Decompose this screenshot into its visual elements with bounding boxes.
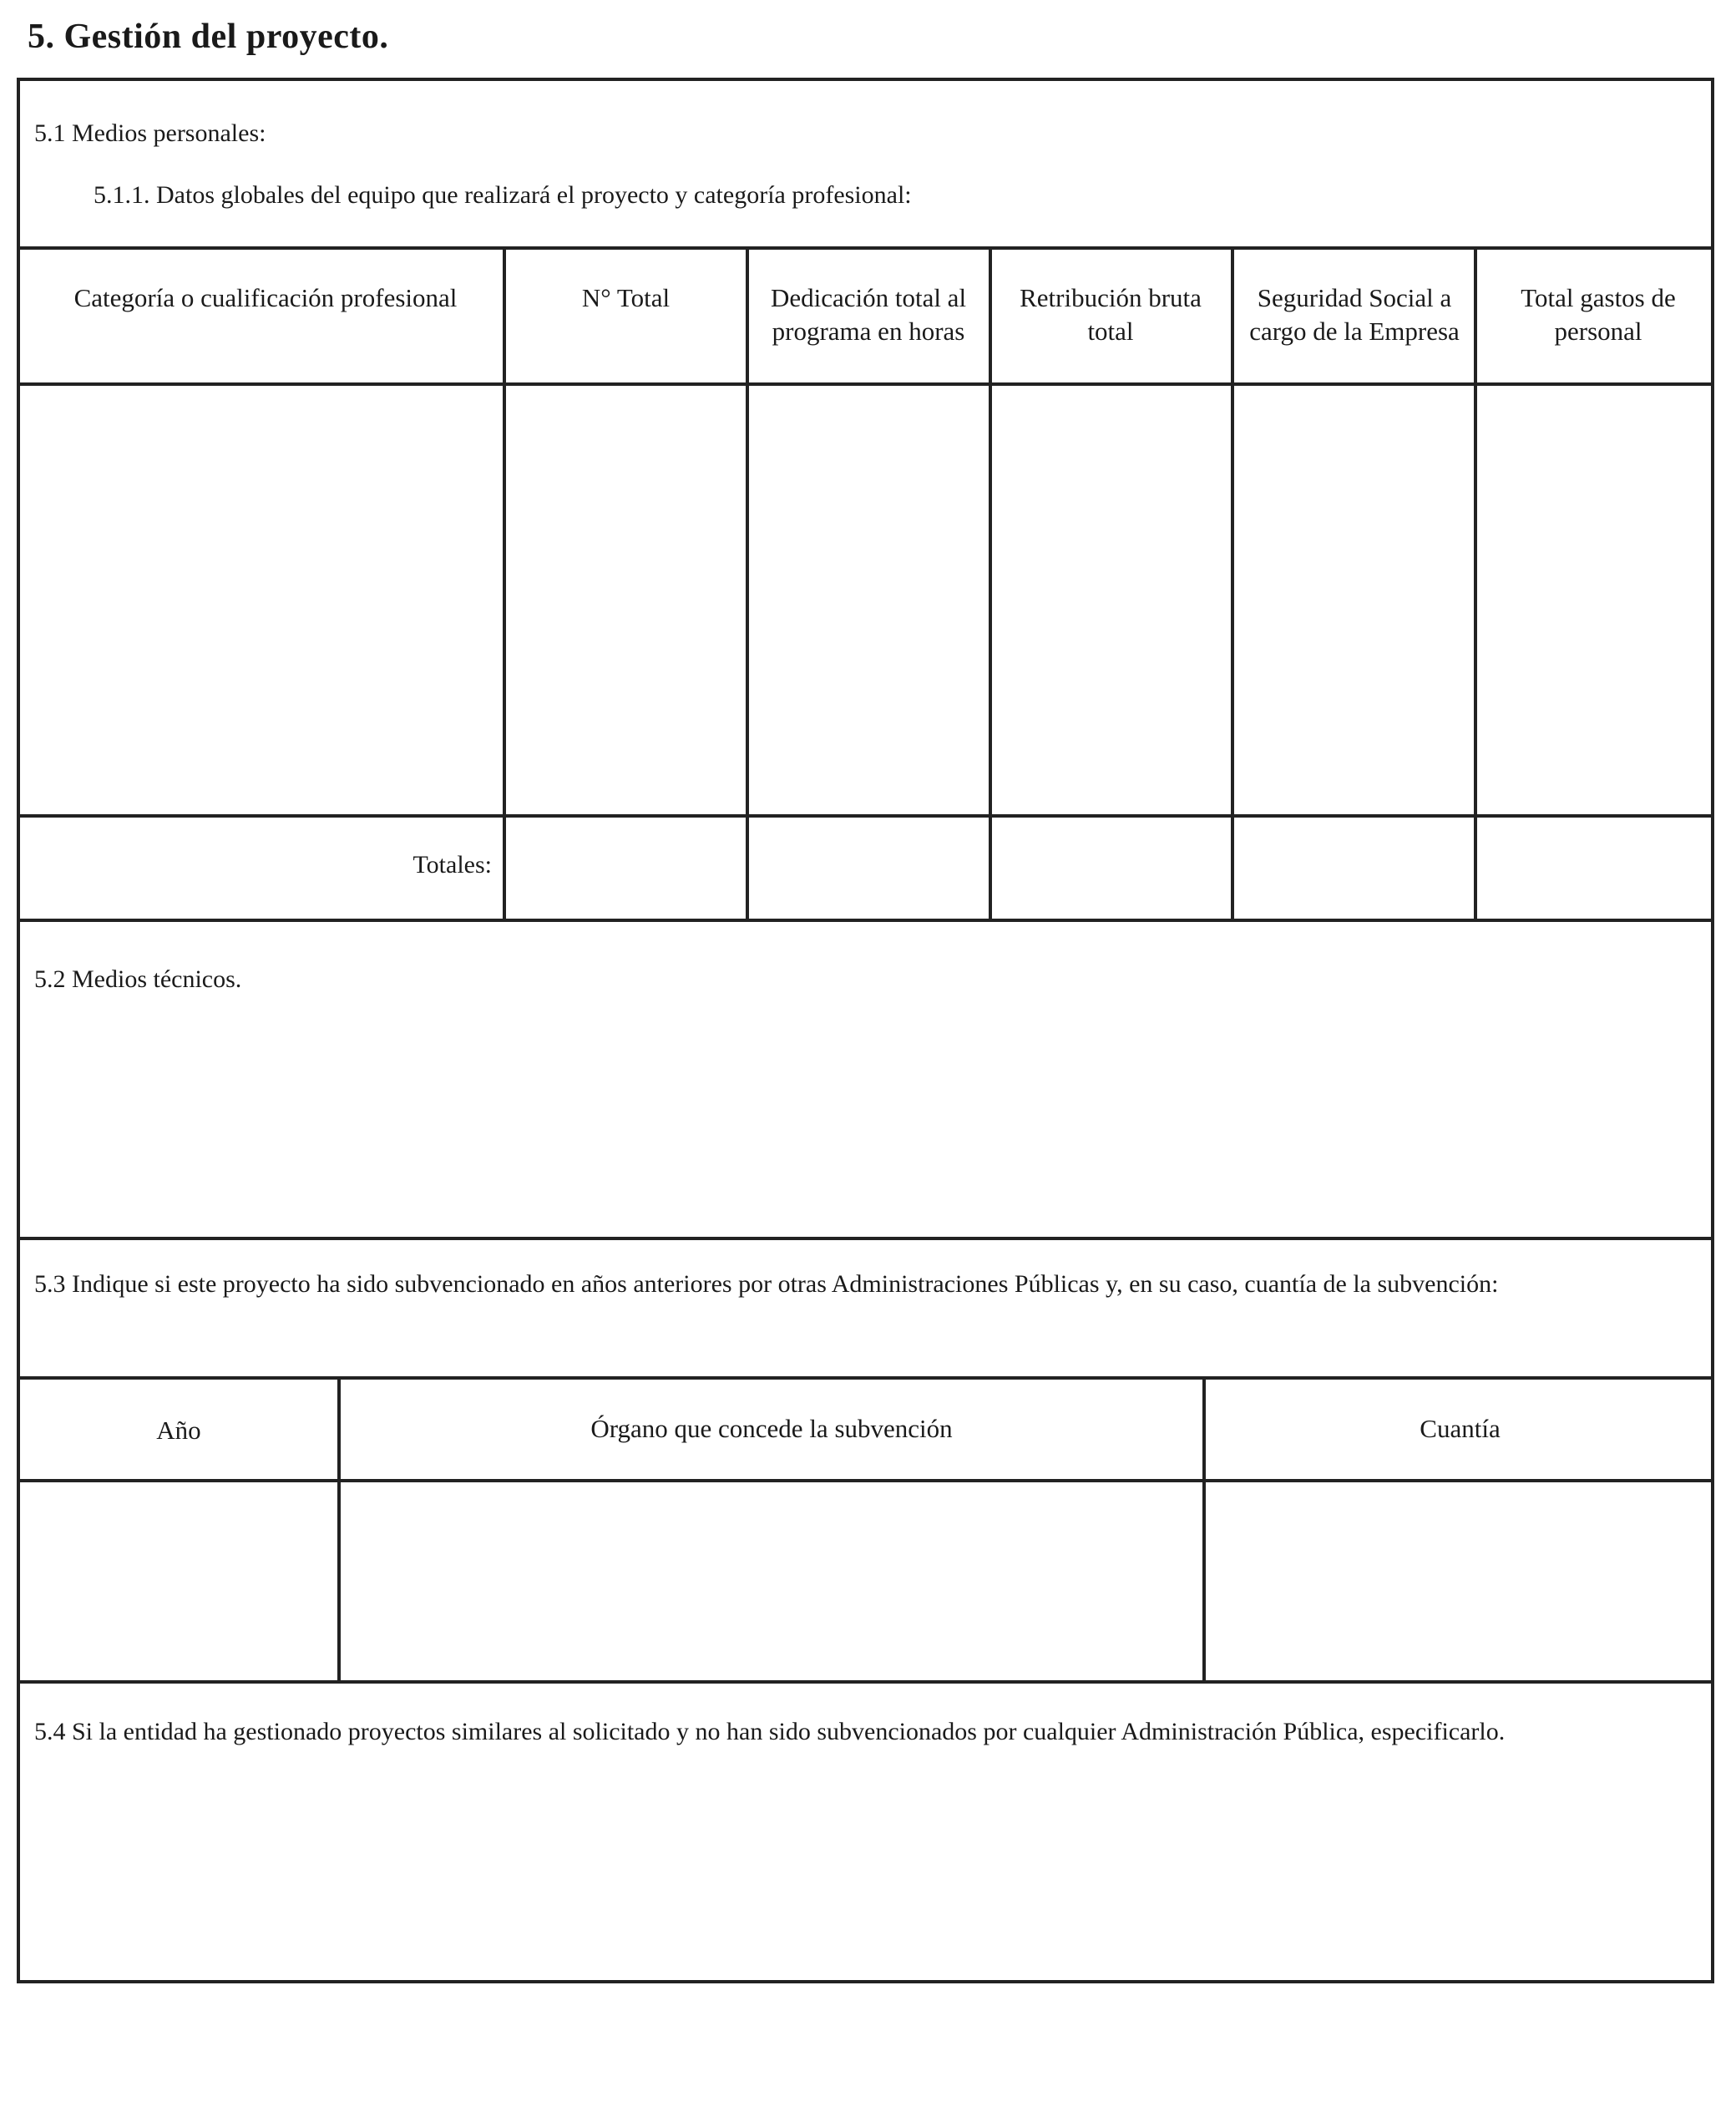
divider — [20, 1237, 1711, 1240]
column-header-total-number: N° Total — [581, 283, 671, 312]
section-5-1-1-label: 5.1.1. Datos globales del equipo que realizará el proyecto y categoría profesional: — [94, 181, 912, 209]
divider — [20, 246, 1711, 250]
column-header-total-personnel-cost: Total gastos de personal — [1521, 283, 1676, 346]
totals-label: Totales: — [412, 851, 492, 879]
column-divider — [1474, 246, 1477, 919]
column-divider — [503, 246, 506, 919]
divider — [20, 1376, 1711, 1380]
column-header-category: Categoría o cualificación profesional — [73, 283, 458, 312]
divider — [20, 1479, 1711, 1482]
column-divider — [989, 246, 992, 919]
column-header-amount: Cuantía — [1420, 1414, 1501, 1443]
column-header-year: Año — [156, 1416, 201, 1445]
column-header-social-security: Seguridad Social a cargo de la Empresa — [1249, 283, 1460, 346]
divider — [20, 814, 1711, 818]
divider — [20, 919, 1711, 922]
section-5-4-label: 5.4 Si la entidad ha gestionado proyectos similares al solicitado y no han sido subvencionados por cualquier Administración Pública, especificarlo. — [34, 1718, 1506, 1745]
section-5-1-label: 5.1 Medios personales: — [34, 119, 266, 147]
divider — [20, 1680, 1711, 1684]
section-5-3-label: 5.3 Indique si este proyecto ha sido subvencionado en años anteriores por otras Administraciones Públicas y, en su caso, cuantía de la subvención: — [34, 1270, 1499, 1298]
section-5-2-label: 5.2 Medios técnicos. — [34, 965, 242, 993]
column-header-gross-pay: Retribución bruta total — [1020, 283, 1202, 346]
column-divider — [1231, 246, 1234, 919]
page-title: 5. Gestión del proyecto. — [28, 18, 389, 56]
form-frame — [17, 78, 1714, 1983]
column-divider — [746, 246, 749, 919]
divider — [20, 382, 1711, 386]
column-header-granting-body: Órgano que concede la subvención — [590, 1414, 953, 1443]
column-header-dedication-hours: Dedicación total al programa en horas — [770, 283, 967, 346]
